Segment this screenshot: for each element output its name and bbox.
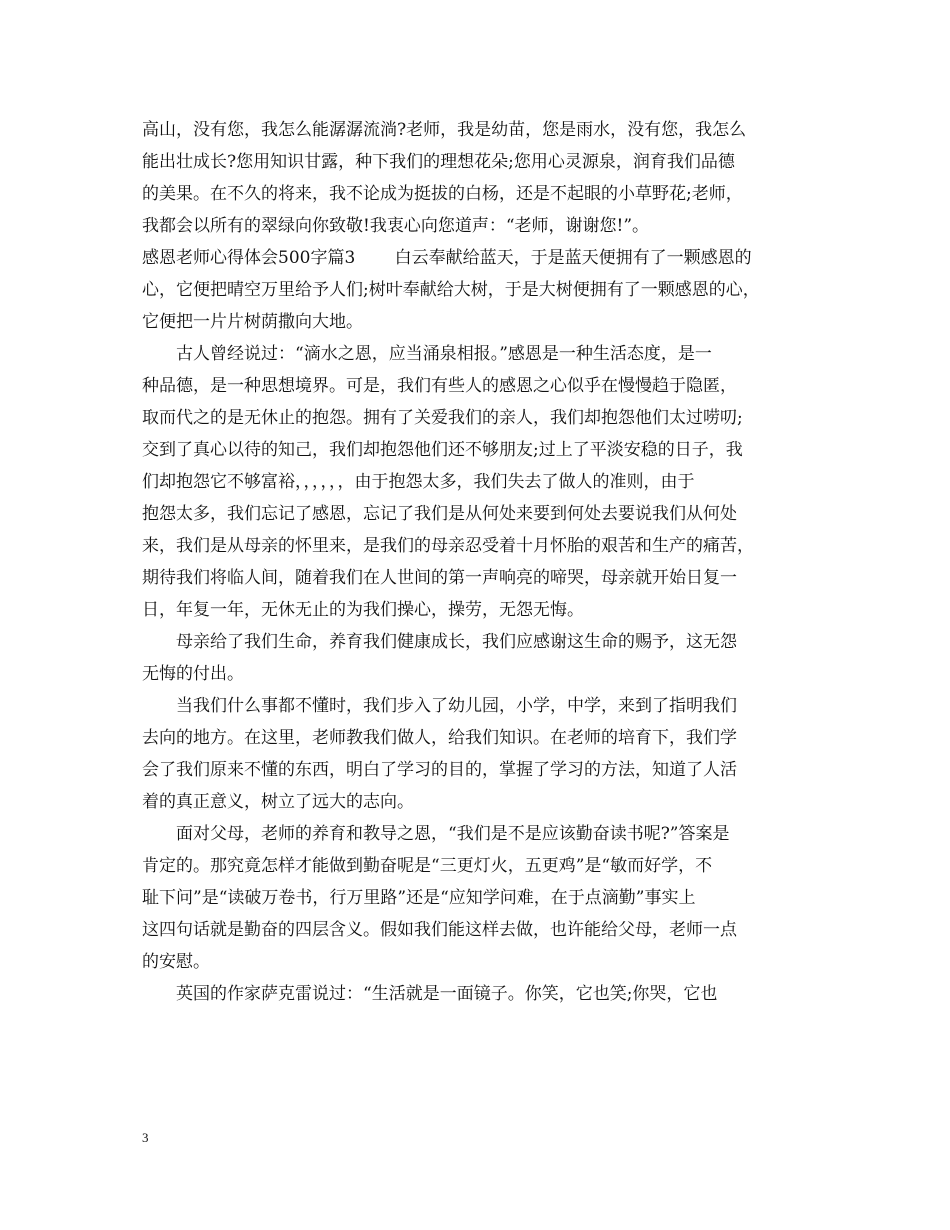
text-line: 心，它便把晴空万里给予人们;树叶奉献给大树，于是大树便拥有了一颗感恩的心，: [142, 280, 760, 300]
text-line: 无悔的付出。: [142, 664, 244, 684]
text-line: 这四句话就是勤奋的四层含义。假如我们能这样去做，也许能给父母，老师一点: [142, 920, 737, 940]
page-number: 3: [142, 1130, 149, 1145]
text-line: 取而代之的是无休止的抱怨。拥有了关爱我们的亲人，我们却抱怨他们太过唠叨;: [142, 408, 743, 428]
text-line: 的安慰。: [142, 952, 210, 972]
text-line: 感恩老师心得体会500字篇3 白云奉献给蓝天，于是蓝天便拥有了一颗感恩的: [142, 248, 752, 268]
paragraph-first-line: 古人曾经说过：“滴水之恩，应当涌泉相报。”感恩是一种生活态度，是一: [176, 344, 712, 364]
text-line: 日，年复一年，无休无止的为我们操心，操劳，无怨无悔。: [142, 600, 584, 620]
text-line: 种品德，是一种思想境界。可是，我们有些人的感恩之心似乎在慢慢趋于隐匿，: [142, 376, 737, 396]
text-line: 耻下问”是“读破万卷书，行万里路”还是“应知学问难，在于点滴勤”事实上: [142, 888, 696, 908]
text-line: 高山，没有您，我怎么能潺潺流淌?老师，我是幼苗，您是雨水，没有您，我怎么: [142, 120, 747, 140]
paragraph-first-line: 母亲给了我们生命，养育我们健康成长，我们应感谢这生命的赐予，这无怨: [176, 632, 737, 652]
text-line: 能出壮成长?您用知识甘露，种下我们的理想花朵;您用心灵源泉，润育我们品德: [142, 152, 735, 172]
text-line: 的美果。在不久的将来，我不论成为挺拔的白杨，还是不起眼的小草野花;老师，: [142, 184, 743, 204]
text-line: 来，我们是从母亲的怀里来，是我们的母亲忍受着十月怀胎的艰苦和生产的痛苦，: [142, 536, 754, 556]
paragraph-first-line: 英国的作家萨克雷说过：“生活就是一面镜子。你笑，它也笑;你哭，它也: [176, 984, 718, 1004]
text-line: 会了我们原来不懂的东西，明白了学习的目的，掌握了学习的方法，知道了人活: [142, 760, 737, 780]
text-line: 抱怨太多，我们忘记了感恩，忘记了我们是从何处来要到何处去要说我们从何处: [142, 504, 737, 524]
text-line: 去向的地方。在这里，老师教我们做人，给我们知识。在老师的培育下，我们学: [142, 728, 737, 748]
document-body: [142, 114, 812, 1010]
text-line: 们却抱怨它不够富裕，，，，，，由于抱怨太多，我们失去了做人的准则，由于: [142, 472, 695, 492]
paragraph-first-line: 面对父母，老师的养育和教导之恩，“我们是不是应该勤奋读书呢?”答案是: [176, 824, 730, 844]
text-line: 肯定的。那究竟怎样才能做到勤奋呢是“三更灯火，五更鸡”是“敏而好学，不: [142, 856, 713, 876]
text-line: 我都会以所有的翠绿向你致敬!我衷心向您道声：“老师，谢谢您!”。: [142, 216, 650, 236]
paragraph-first-line: 当我们什么事都不懂时，我们步入了幼儿园，小学，中学，来到了指明我们: [176, 696, 737, 716]
text-line: 它便把一片片树荫撒向大地。: [142, 312, 363, 332]
text-line: 期待我们将临人间，随着我们在人世间的第一声响亮的啼哭，母亲就开始日复一: [142, 568, 737, 588]
text-line: 着的真正意义，树立了远大的志向。: [142, 792, 414, 812]
text-line: 交到了真心以待的知己，我们却抱怨他们还不够朋友;过上了平淡安稳的日子，我: [142, 440, 743, 460]
